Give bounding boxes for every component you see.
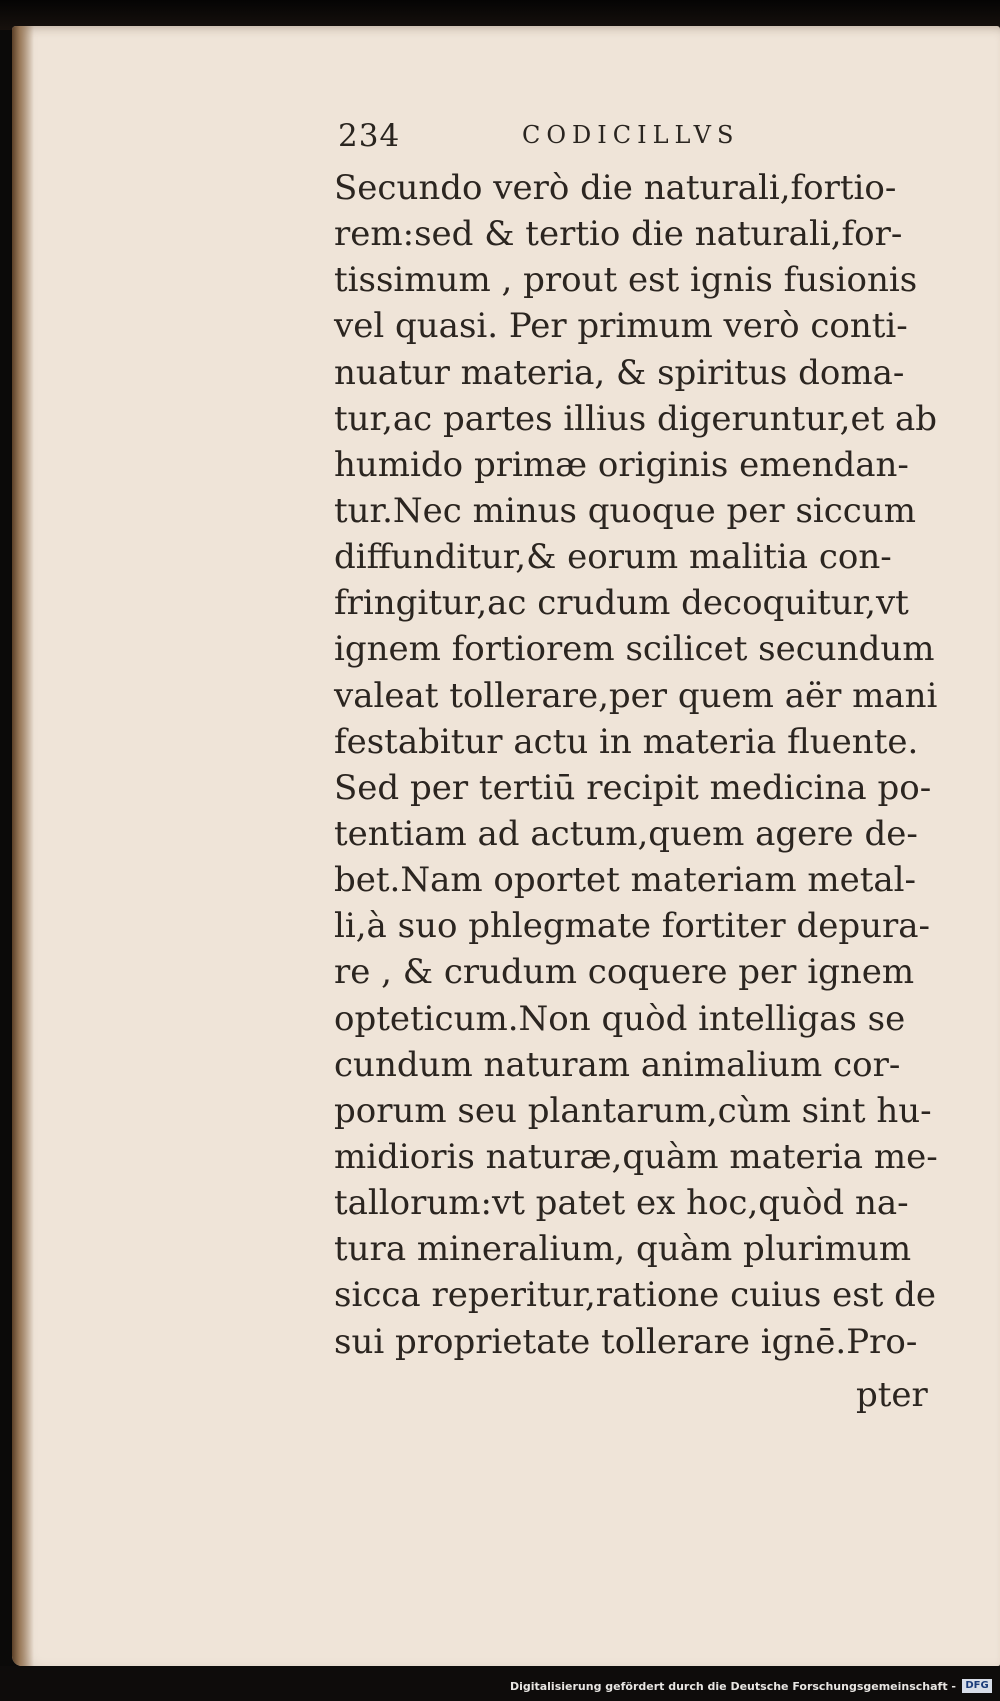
dfg-logo: DFG	[962, 1679, 992, 1693]
text-line: humido primæ originis emendan-	[334, 444, 909, 485]
text-line: sicca reperitur,ratione cuius est de	[334, 1275, 937, 1316]
text-line: Sed per tertiū recipit medicina po-	[334, 767, 932, 808]
text-line: rem:sed & tertio die naturali,for-	[334, 214, 903, 255]
text-line: porum seu plantarum,cùm sint hu-	[334, 1090, 932, 1131]
text-line: re , & crudum coquere per ignem	[334, 952, 915, 993]
text-line: valeat tollerare,per quem aër mani	[334, 675, 938, 716]
text-line: tentiam ad actum,quem agere de-	[334, 813, 918, 854]
text-line: Secundo verò die naturali,fortio-	[334, 168, 897, 208]
text-line: fringitur,ac crudum decoquitur,vt	[334, 583, 909, 624]
page-number: 234	[338, 118, 401, 154]
spine-shadow	[12, 26, 34, 1666]
text-line: cundum naturam animalium cor-	[334, 1044, 901, 1085]
digitization-credit: Digitalisierung gefördert durch die Deutsche Forschungsgemeinschaft -	[509, 1680, 956, 1693]
text-line: tur,ac partes illius digeruntur,et ab	[334, 398, 938, 439]
body-text	[334, 165, 938, 1365]
text-line: diffunditur,& eorum malitia con-	[334, 537, 892, 578]
text-line: festabitur actu in materia fluente.	[334, 721, 919, 762]
text-line: vel quasi. Per primum verò conti-	[334, 306, 908, 347]
text-line: sui proprietate tollerare ignē.Pro-	[334, 1321, 918, 1362]
catchword: pter	[856, 1375, 928, 1415]
text-line: bet.Nam oportet materiam metal-	[334, 860, 917, 901]
running-head: CODICILLVS	[522, 121, 740, 149]
text-line: tissimum , prout est ignis fusionis	[334, 260, 918, 301]
text-line: nuatur materia, & spiritus doma-	[334, 352, 905, 393]
text-line: tallorum:vt patet ex hoc,quòd na-	[334, 1183, 909, 1224]
text-line: li,à suo phlegmate fortiter depura-	[334, 906, 931, 947]
text-line: opteticum.Non quòd intelligas se	[334, 998, 906, 1039]
text-line: tur.Nec minus quoque per siccum	[334, 490, 916, 531]
text-line: midioris naturæ,quàm materia me-	[334, 1136, 938, 1177]
text-line: tura mineralium, quàm plurimum	[334, 1229, 912, 1270]
page-header	[338, 118, 818, 158]
text-line: ignem fortiorem scilicet secundum	[334, 629, 935, 670]
